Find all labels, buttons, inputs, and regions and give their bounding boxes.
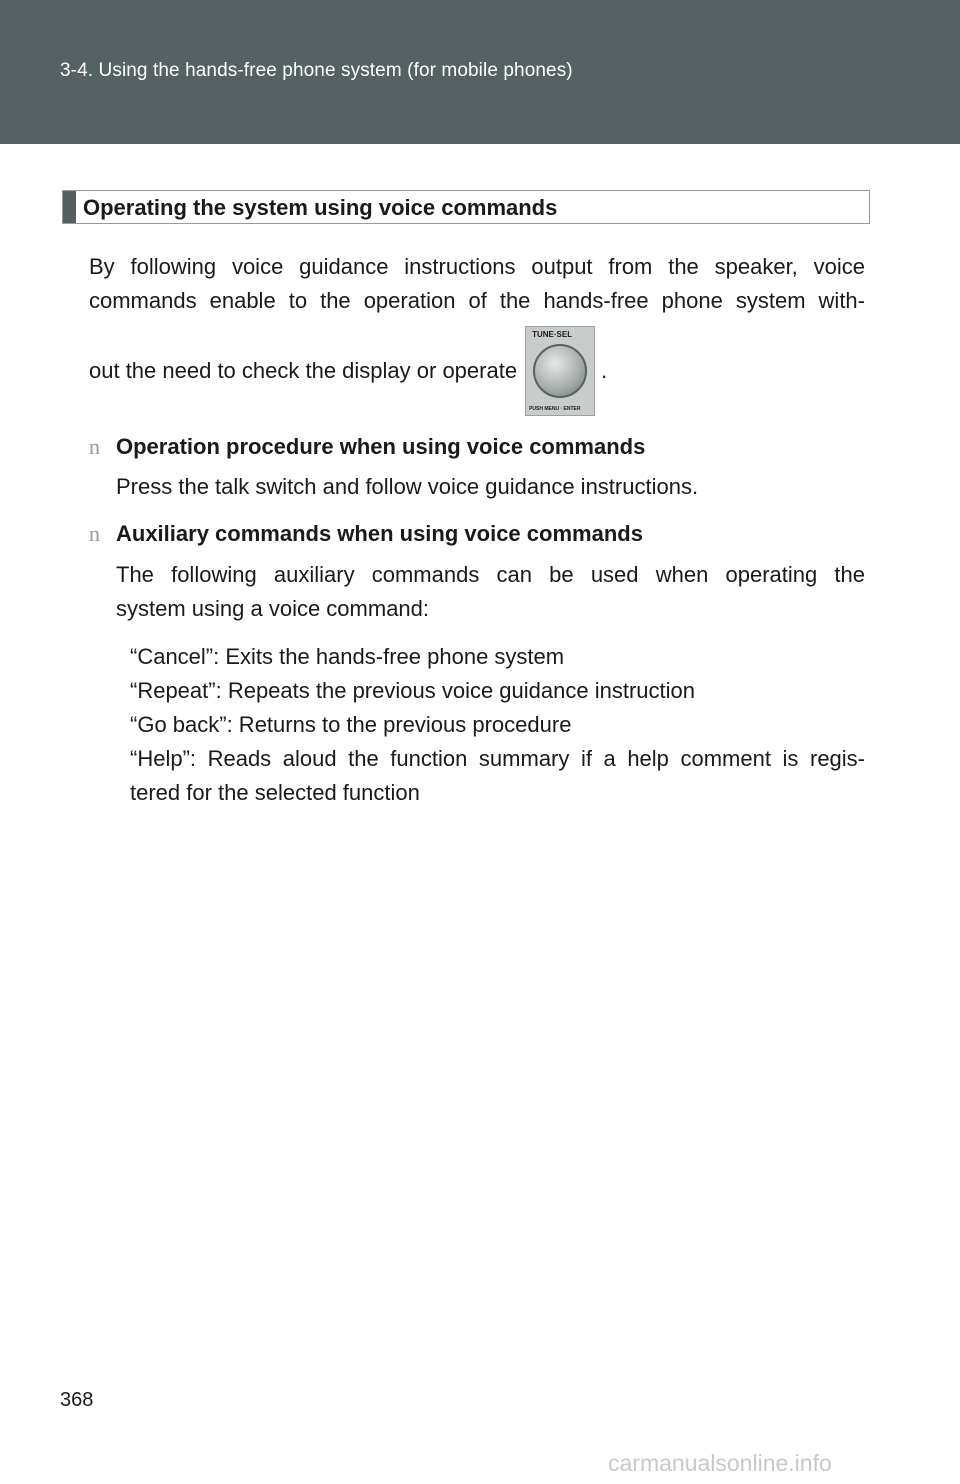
header-title: 3-4. Using the hands-free phone system (for mobile phones) bbox=[60, 60, 573, 81]
intro-line-2: commands enable to the operation of the hands-free phone system with- bbox=[89, 288, 865, 313]
intro-line-3-text: out the need to check the display or operate bbox=[89, 358, 518, 383]
subsection-body-line: The following auxiliary commands can be used when operating the bbox=[116, 562, 865, 587]
command-repeat: “Repeat”: Repeats the previous voice guidance instruction bbox=[130, 678, 695, 703]
knob-dial-icon bbox=[533, 344, 587, 398]
command-help: “Help”: Reads aloud the function summary if a help comment is regis- bbox=[130, 746, 865, 771]
command-go-back: “Go back”: Returns to the previous procedure bbox=[130, 712, 572, 737]
header-band bbox=[0, 0, 960, 144]
bullet-icon: n bbox=[89, 521, 100, 546]
command-help-continued: tered for the selected function bbox=[130, 780, 420, 805]
subsection-title-auxiliary-commands: Auxiliary commands when using voice commands bbox=[116, 521, 643, 546]
page-number: 368 bbox=[60, 1389, 94, 1411]
watermark: carmanualsonline.info bbox=[608, 1450, 832, 1476]
bullet-icon: n bbox=[89, 434, 100, 459]
section-heading bbox=[62, 190, 870, 224]
section-heading-text: Operating the system using voice commands bbox=[83, 195, 558, 220]
tune-sel-knob-icon bbox=[525, 326, 595, 416]
intro-line-3-end: . bbox=[601, 358, 608, 383]
subsection-title-operation-procedure: Operation procedure when using voice commands bbox=[116, 434, 646, 459]
command-cancel: “Cancel”: Exits the hands-free phone system bbox=[130, 644, 565, 669]
intro-line-1: By following voice guidance instructions output from the speaker, voice bbox=[89, 254, 865, 279]
subsection-body-line: Press the talk switch and follow voice guidance instructions. bbox=[116, 474, 699, 499]
section-heading-marker bbox=[63, 191, 76, 223]
intro-line-3 bbox=[89, 326, 607, 416]
subsection-body-line: system using a voice command: bbox=[116, 596, 430, 621]
knob-top-label: TUNE·SEL bbox=[532, 330, 573, 339]
knob-bottom-label: PUSH MENU · ENTER bbox=[529, 406, 581, 412]
